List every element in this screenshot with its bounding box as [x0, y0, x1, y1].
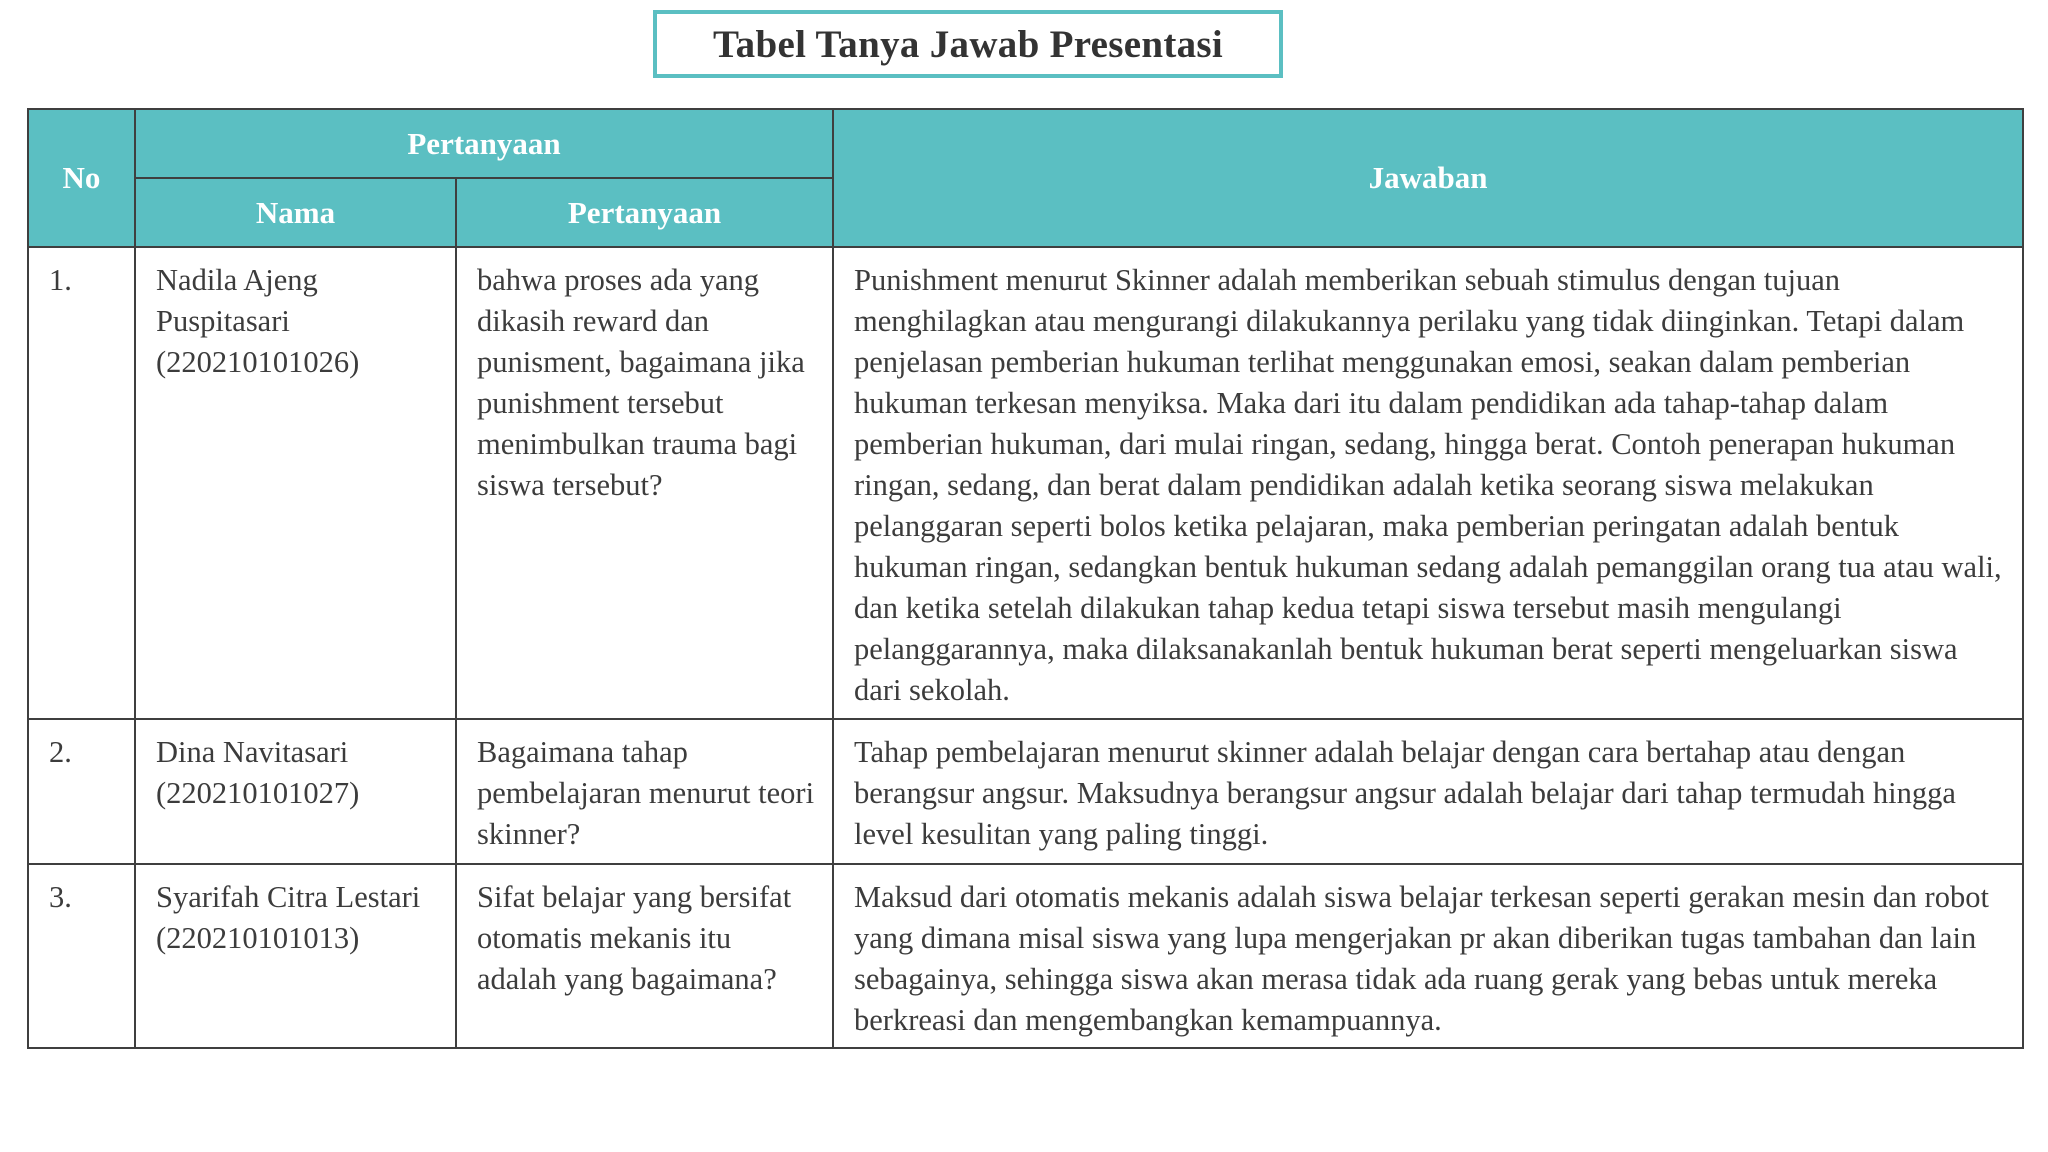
table-row: [28, 719, 2023, 864]
cell-pertanyaan: bahwa proses ada yang dikasih reward dan punisment, bagaimana jika punishment tersebut menimbulkan trauma bagi siswa tersebut?: [456, 247, 833, 719]
header-pertanyaan: Pertanyaan: [456, 178, 833, 247]
page-title: Tabel Tanya Jawab Presentasi: [712, 22, 1224, 66]
cell-jawaban: Maksud dari otomatis mekanis adalah siswa belajar terkesan seperti gerakan mesin dan robot yang dimana misal siswa yang lupa mengerjakan pr akan diberikan tugas tambahan dan lain sebagainya, sehingga siswa akan merasa tidak ada ruang gerak yang bebas untuk mereka berkreasi dan mengembangkan kemampuannya.: [833, 864, 2023, 1048]
cell-nama: Dina Navitasari (220210101027): [135, 719, 456, 864]
cell-no: 3.: [28, 864, 135, 1048]
cell-no: 2.: [28, 719, 135, 864]
table-row: [28, 247, 2023, 719]
cell-pertanyaan: Bagaimana tahap pembelajaran menurut teori skinner?: [456, 719, 833, 864]
header-nama: Nama: [135, 178, 456, 247]
cell-nama: Syarifah Citra Lestari (220210101013): [135, 864, 456, 1048]
title-box: [653, 10, 1283, 78]
header-no: No: [28, 109, 135, 247]
cell-jawaban: Tahap pembelajaran menurut skinner adalah belajar dengan cara bertahap atau dengan berangsur angsur. Maksudnya berangsur angsur adalah belajar dari tahap termudah hingga level kesulitan yang paling tinggi.: [833, 719, 2023, 864]
header-pertanyaan-group: Pertanyaan: [135, 109, 833, 178]
header-row-top: [28, 109, 2023, 178]
cell-jawaban: Punishment menurut Skinner adalah memberikan sebuah stimulus dengan tujuan menghilagkan atau mengurangi dilakukannya perilaku yang tidak diinginkan. Tetapi dalam penjelasan pemberian hukuman terlihat menggunakan emosi, seakan dalam pemberian hukuman terkesan menyiksa. Maka dari itu dalam pendidikan ada tahap-tahap dalam pemberian hukuman, dari mulai ringan, sedang, hingga berat. Contoh penerapan hukuman ringan, sedang, dan berat dalam pendidikan adalah ketika seorang siswa melakukan pelanggaran seperti bolos ketika pelajaran, maka pemberian peringatan adalah bentuk hukuman ringan, sedangkan bentuk hukuman sedang adalah pemanggilan orang tua atau wali, dan ketika setelah dilakukan tahap kedua tetapi siswa tersebut masih mengulangi pelanggarannya, maka dilaksanakanlah bentuk hukuman berat seperti mengeluarkan siswa dari sekolah.: [833, 247, 2023, 719]
header-jawaban: Jawaban: [833, 109, 2023, 247]
qa-table: [27, 108, 2024, 1049]
table-row: [28, 864, 2023, 1048]
cell-no: 1.: [28, 247, 135, 719]
cell-nama: Nadila Ajeng Puspitasari (220210101026): [135, 247, 456, 719]
cell-pertanyaan: Sifat belajar yang bersifat otomatis mekanis itu adalah yang bagaimana?: [456, 864, 833, 1048]
